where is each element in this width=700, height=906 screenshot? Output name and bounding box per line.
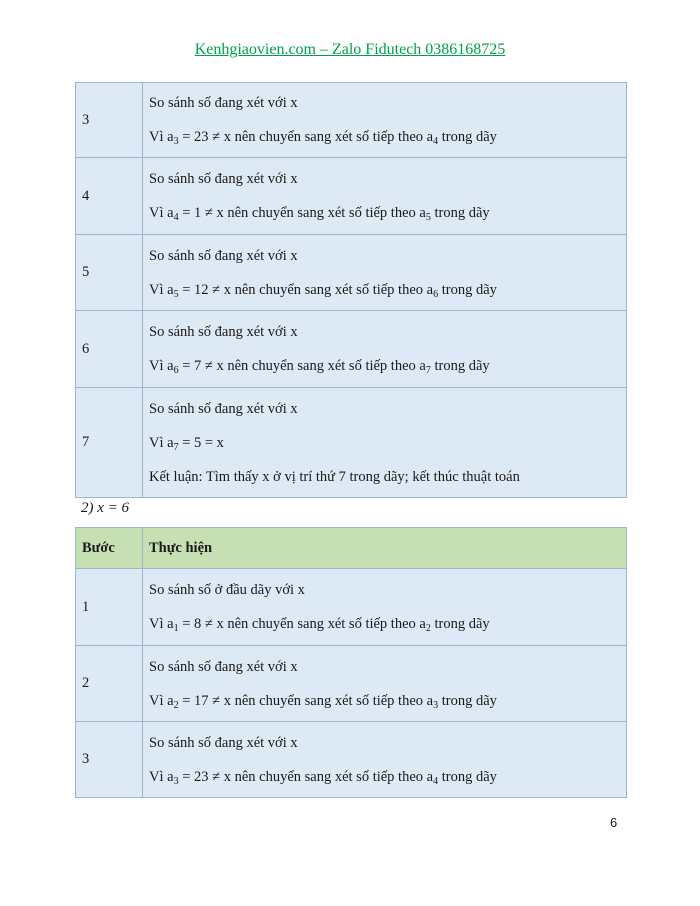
subscript-index: 5 xyxy=(425,212,431,223)
step-action xyxy=(143,311,627,388)
step-number: 2 xyxy=(76,646,143,722)
subscript-index: 3 xyxy=(173,775,179,787)
subscript-index: 4 xyxy=(433,136,439,147)
text-run: Vì a xyxy=(149,205,174,221)
action-line xyxy=(149,615,626,633)
text-run: So sánh số đang xét với x xyxy=(149,658,298,675)
action-line xyxy=(149,323,626,341)
header-action: Thực hiện xyxy=(143,528,627,569)
step-number: 1 xyxy=(76,569,143,646)
text-run: = 8 ≠ x nên chuyển sang xét số tiếp theo a xyxy=(178,616,426,632)
step-number: 3 xyxy=(76,83,143,158)
text-run: Vì a xyxy=(149,129,174,145)
subscript-index: 4 xyxy=(173,212,179,223)
text-run: trong dãy xyxy=(430,205,490,221)
table-row xyxy=(76,158,627,235)
text-run: So sánh số đang xét với x xyxy=(149,734,298,751)
text-run: So sánh số đang xét với x xyxy=(149,171,298,187)
case-2-label: 2) x = 6 xyxy=(81,500,130,516)
text-run: trong dãy xyxy=(438,129,497,145)
table-row xyxy=(76,646,627,722)
action-line xyxy=(149,247,626,265)
step-action xyxy=(143,158,627,235)
text-run: Vì a xyxy=(149,692,174,709)
action-line xyxy=(149,581,626,599)
subscript-index: 6 xyxy=(433,288,439,300)
step-number: 6 xyxy=(76,311,143,388)
subscript-index: 7 xyxy=(425,365,431,376)
text-run: trong dãy xyxy=(438,768,497,785)
text-run: Vì a xyxy=(149,358,174,374)
step-action xyxy=(143,569,627,646)
text-run: So sánh số ở đầu dãy với x xyxy=(149,582,305,598)
text-run: = 1 ≠ x nên chuyển sang xét số tiếp theo a xyxy=(178,205,426,221)
step-action xyxy=(143,83,627,158)
step-action xyxy=(143,646,627,722)
subscript-index: 2 xyxy=(173,699,179,711)
text-run: trong dãy xyxy=(438,281,497,298)
table-row xyxy=(76,83,627,158)
steps-table-case-2 xyxy=(75,527,627,798)
page-header-link[interactable]: Kenhgiaovien.com – Zalo Fidutech 0386168725 xyxy=(194,41,506,58)
page-number: 6 xyxy=(610,815,618,830)
text-run: = 23 ≠ x nên chuyển sang xét số tiếp theo a xyxy=(178,768,434,785)
table-row xyxy=(76,388,627,498)
text-run: trong dãy xyxy=(430,616,490,632)
subscript-index: 2 xyxy=(425,623,431,634)
text-run: Kết luận: Tìm thấy x ở vị trí thứ 7 trong dãy; kết thúc thuật toán xyxy=(149,468,520,485)
text-run: trong dãy xyxy=(438,692,497,709)
action-line xyxy=(149,768,626,786)
action-line xyxy=(149,658,626,676)
action-line xyxy=(149,468,626,486)
subscript-index: 1 xyxy=(173,623,179,634)
header-step: Bước xyxy=(76,528,143,569)
text-run: = 23 ≠ x nên chuyển sang xét số tiếp theo a xyxy=(178,129,434,145)
action-line xyxy=(149,400,626,418)
action-line xyxy=(149,94,626,112)
action-line xyxy=(149,204,626,222)
text-run: trong dãy xyxy=(430,358,490,374)
table-row xyxy=(76,235,627,311)
action-line xyxy=(149,281,626,299)
action-line xyxy=(149,128,626,146)
subscript-index: 4 xyxy=(433,775,439,787)
step-action xyxy=(143,722,627,798)
action-line xyxy=(149,434,626,452)
steps-table-continued xyxy=(75,82,627,498)
table-row xyxy=(76,569,627,646)
step-action xyxy=(143,388,627,498)
table-row xyxy=(76,311,627,388)
step-number: 5 xyxy=(76,235,143,311)
text-run: So sánh số đang xét với x xyxy=(149,247,298,264)
action-line xyxy=(149,170,626,188)
text-run: = 12 ≠ x nên chuyển sang xét số tiếp theo a xyxy=(178,281,434,298)
text-run: = 17 ≠ x nên chuyển sang xét số tiếp theo a xyxy=(178,692,434,709)
text-run: So sánh số đang xét với x xyxy=(149,95,298,111)
text-run: = 5 = x xyxy=(178,434,224,451)
step-number: 7 xyxy=(76,388,143,498)
action-line xyxy=(149,734,626,752)
subscript-index: 6 xyxy=(173,365,179,376)
table-row xyxy=(76,722,627,798)
text-run: Vì a xyxy=(149,768,174,785)
subscript-index: 3 xyxy=(433,699,439,711)
step-number: 4 xyxy=(76,158,143,235)
text-run: Vì a xyxy=(149,281,174,298)
text-run: Vì a xyxy=(149,616,174,632)
step-action xyxy=(143,235,627,311)
step-number: 3 xyxy=(76,722,143,798)
action-line xyxy=(149,357,626,375)
subscript-index: 5 xyxy=(173,288,179,300)
text-run: = 7 ≠ x nên chuyển sang xét số tiếp theo a xyxy=(178,358,426,374)
text-run: Vì a xyxy=(149,434,174,451)
subscript-index: 3 xyxy=(173,136,179,147)
text-run: So sánh số đang xét với x xyxy=(149,324,298,340)
text-run: So sánh số đang xét với x xyxy=(149,400,298,417)
action-line xyxy=(149,692,626,710)
subscript-index: 7 xyxy=(173,441,179,453)
